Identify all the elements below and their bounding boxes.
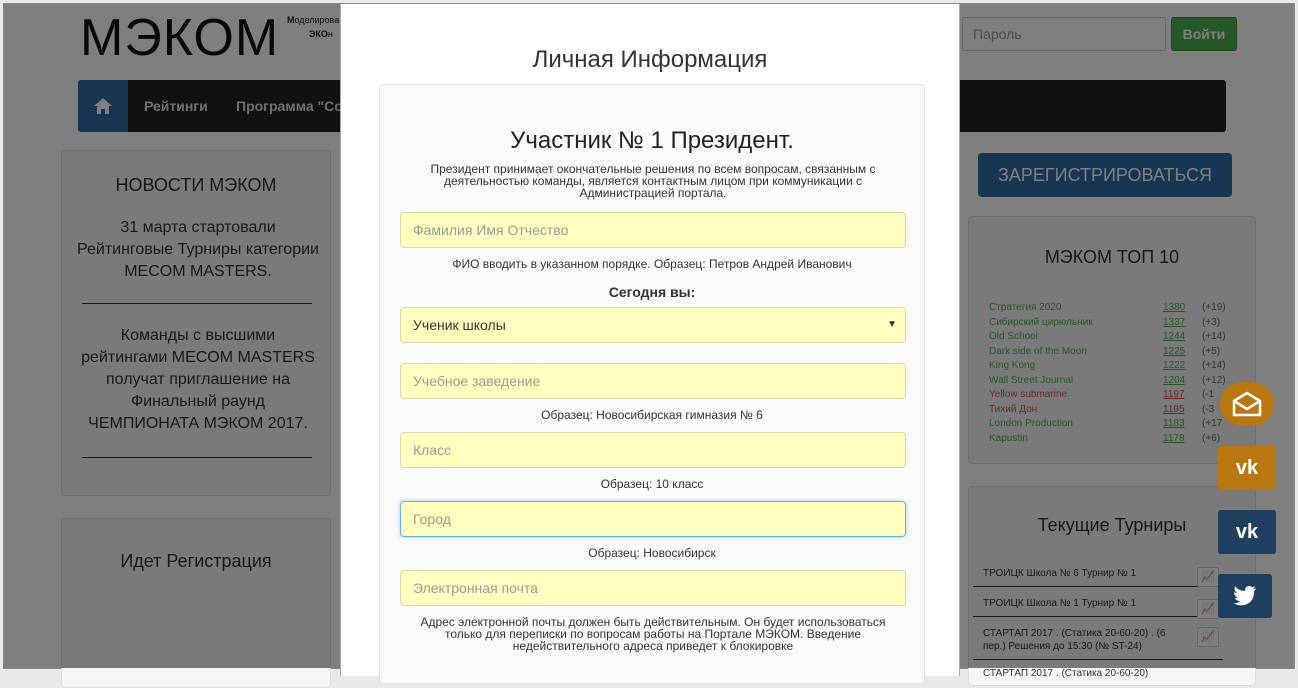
caret-down-icon: ▼ [887,319,897,330]
personal-info-modal [340,4,960,676]
city-input[interactable]: Город [400,501,906,537]
tournament-row[interactable]: СТАРТАП 2017 . (Статика 20-60-20) [983,668,1149,679]
role-select[interactable]: Ученик школы ▼ [400,307,906,343]
school-input[interactable]: Учебное заведение [400,363,906,399]
vk-icon[interactable]: vk [1218,446,1276,490]
email-hint: Адрес электронной почты должен быть действительным. Он будет использоваться только для переписки по вопросам работы на Портале МЭКОМ. Введение недействительного адреса приведет к блокировке [420,615,886,653]
email-input[interactable]: Электронная почта [400,570,906,606]
class-input[interactable]: Класс [400,432,906,468]
fio-hint: ФИО вводить в указанном порядке. Образец: Петров Андрей Иванович [452,257,852,271]
city-hint: Образец: Новосибирск [588,546,716,560]
class-hint: Образец: 10 класс [600,477,704,491]
fio-input[interactable]: Фамилия Имя Отчество [400,212,906,248]
twitter-icon[interactable] [1218,574,1272,618]
member-form [379,84,925,684]
school-hint: Образец: Новосибирская гимназия № 6 [541,408,763,422]
today-label: Сегодня вы: [608,284,696,300]
browser-viewport [3,3,1295,679]
vk-icon[interactable]: vk [1218,510,1276,554]
member-description: Президент принимает окончательные решения по всем вопросам, связанным с деятельностью команды, является контактным лицом при коммуникации с Администрацией портала. [430,162,876,200]
modal-title: Личная Информация [532,46,768,73]
member-heading: Участник № 1 Президент. [510,127,794,154]
mail-icon[interactable] [1220,382,1274,426]
